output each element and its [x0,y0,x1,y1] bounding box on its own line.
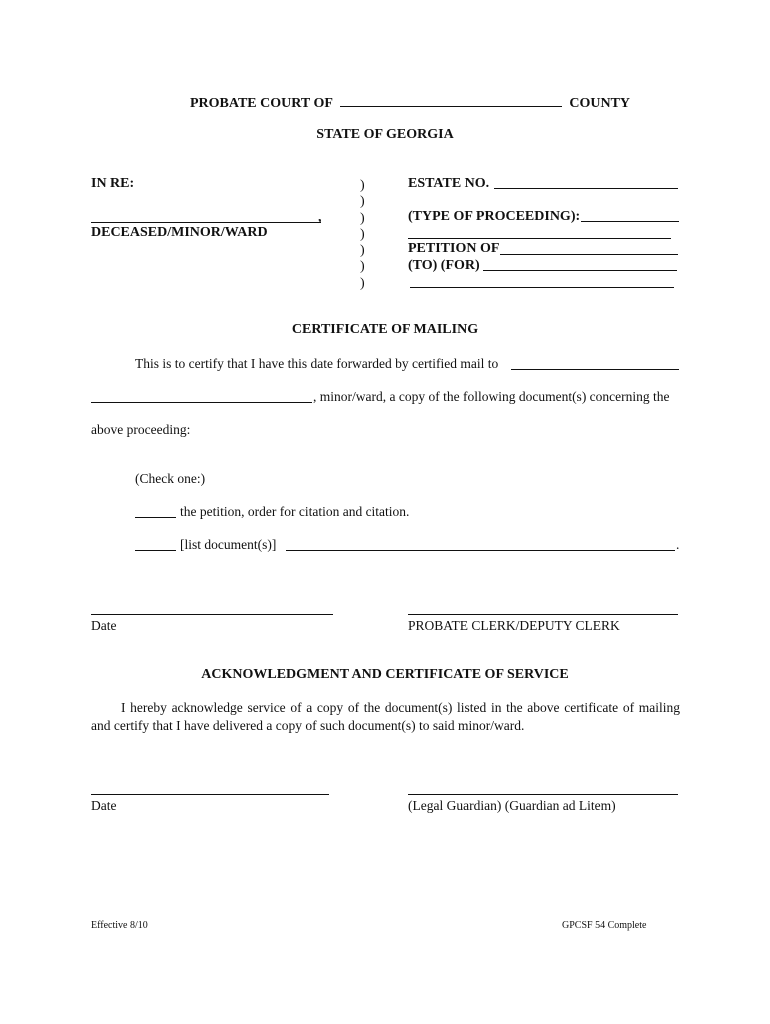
mailing-date-label: Date [91,618,117,633]
acknowledgment-title: ACKNOWLEDGMENT AND CERTIFICATE OF SERVICE [201,667,569,682]
clerk-signature-label: PROBATE CLERK/DEPUTY CLERK [408,618,620,633]
paren: ) [360,226,365,242]
paren: ) [360,194,365,210]
certificate-of-mailing-title: CERTIFICATE OF MAILING [291,322,479,337]
paren: ) [360,178,365,193]
clerk-signature-field[interactable] [408,614,678,615]
court-label: PROBATE COURT OF [190,96,333,111]
list-documents-checkbox-field[interactable] [135,550,176,551]
above-proceeding-text: above proceeding: [91,422,191,437]
comma: , [318,210,322,225]
in-re-label: IN RE: [91,176,135,191]
guardian-signature-label: (Legal Guardian) (Guardian ad Litem) [408,798,616,813]
to-for-label: (TO) (FOR) [408,258,480,273]
check-one-label: (Check one:) [135,471,206,486]
type-of-proceeding-field[interactable] [581,221,679,222]
paren: ) [360,210,365,226]
petition-checkbox-field[interactable] [135,517,176,518]
paren: ) [360,275,365,291]
option-petition-text: the petition, order for citation and citation. [180,504,410,519]
service-date-label: Date [91,798,117,813]
deceased-minor-ward-label: DECEASED/MINOR/WARD [91,225,268,240]
type-of-proceeding-field-2[interactable] [408,238,671,239]
to-for-field-2[interactable] [410,287,674,288]
period: . [676,537,680,552]
type-of-proceeding-label: (TYPE OF PROCEEDING): [408,209,581,224]
minor-ward-name-field[interactable] [91,402,312,403]
documents-list-field[interactable] [286,550,675,551]
to-for-field[interactable] [483,270,677,271]
minor-ward-text: , minor/ward, a copy of the following document(s) concerning the [313,389,670,404]
caption-parens [360,178,365,292]
estate-no-label: ESTATE NO. [408,176,490,191]
estate-no-field[interactable] [494,188,678,189]
acknowledgment-text: I hereby acknowledge service of a copy of the document(s) listed in the above certificate of mailing and certify that I have delivered a copy of such document(s) to said minor/ward. [91,700,680,733]
certify-text: This is to certify that I have this date forwarded by certified mail to [135,356,499,371]
decedent-name-field[interactable] [91,222,321,223]
county-field[interactable] [340,94,562,107]
mailing-date-field[interactable] [91,614,333,615]
petition-of-label: PETITION OF [408,241,500,256]
footer-form-id: GPCSF 54 Complete [562,920,647,931]
paren: ) [360,259,365,275]
court-header [190,94,630,112]
service-date-field[interactable] [91,794,329,795]
option-list-documents-text: [list document(s)] [180,537,277,552]
paren: ) [360,243,365,259]
guardian-signature-field[interactable] [408,794,678,795]
state-title: STATE OF GEORGIA [316,127,454,142]
recipient-field[interactable] [511,369,679,370]
footer-effective-date: Effective 8/10 [91,920,148,931]
county-label: COUNTY [569,96,631,111]
petition-of-field[interactable] [500,254,678,255]
